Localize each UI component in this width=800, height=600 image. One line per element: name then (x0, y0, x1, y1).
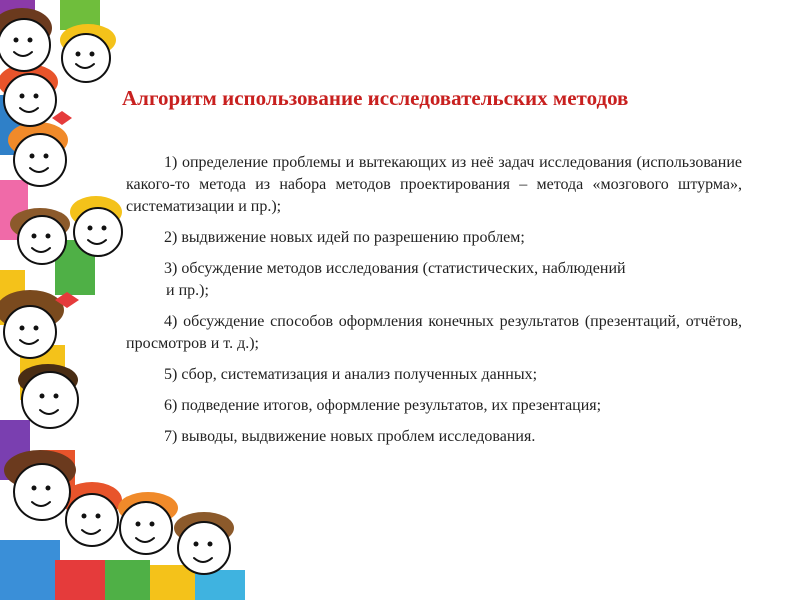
list-item: 7) выводы, выдвижение новых проблем исследования. (164, 428, 536, 445)
list-item: 2) выдвижение новых идей по разрешению проблем; (164, 229, 525, 246)
list-item: 1) определение проблемы и вытекающих из неё задач исследования (использование какого-то метода из набора методов проектирования – метода «мозгового штурма», систематизации и пр.); (126, 154, 742, 215)
list-item: 4) обсуждение способов оформления конечных результатов (презентаций, отчётов, просмотров и т. д.); (126, 313, 742, 352)
list-item: 6) подведение итогов, оформление результатов, их презентация; (164, 397, 602, 414)
list-item: 5) сбор, систематизация и анализ полученных данных; (164, 366, 538, 383)
list-item (126, 258, 742, 302)
slide-title: Алгоритм использование исследовательских методов (122, 86, 629, 110)
list-item-text: 3) обсуждение методов исследования (статистических, наблюдений (164, 260, 626, 277)
algorithm-steps-list (126, 152, 742, 457)
list-item-continuation: и пр.); (166, 282, 209, 299)
